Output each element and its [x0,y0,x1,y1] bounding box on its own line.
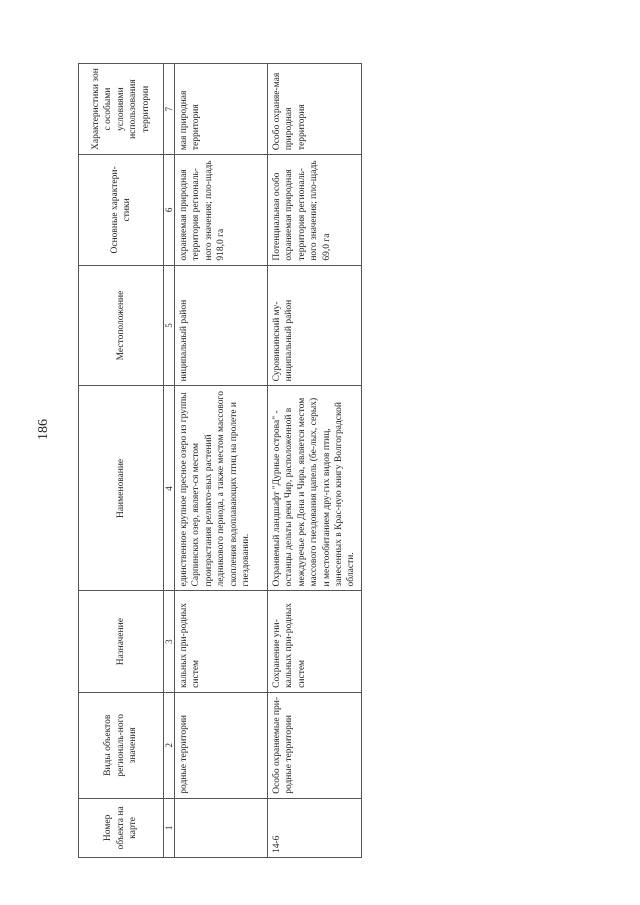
cell-number [175,798,268,857]
column-number: 4 [164,386,175,591]
page-number: 186 [36,419,51,440]
cell-name: единственное крупное пресное озеро из группы Сарпинских озер, являет-ся местом произрастания реликто-вых растений ледникового периода, а также местом массового скопления водоплавающих птиц на пролете и гнездовании. [175,386,268,591]
column-number: 7 [164,64,175,155]
header-purpose: Назначение [79,591,164,692]
header-type: Виды объектов региональ-ного значения [79,692,164,798]
column-number: 3 [164,591,175,692]
header-number: Номер объекта на карте [79,798,164,857]
header-location: Местоположение [79,265,164,386]
table-row [175,64,268,858]
column-number: 1 [164,798,175,857]
cell-zones: Особо охраняе-мая природная территория [268,64,362,155]
cell-zones: мая природная территория [175,64,268,155]
header-characteristics: Основные характери-стики [79,155,164,265]
column-number: 5 [164,265,175,386]
cell-characteristics: Потенциальная особо охраняемая природная территория региональ-ного значения; пло-щадь 69,0 га [268,155,362,265]
cell-type: Особо охраняемые при-родные территории [268,692,362,798]
cell-name: Охраняемый ландшафт "Дурные острова" - останцы дельты реки Чир, расположенной в междуречье рек Дона и Чира, является местом массового гнездования цапель (бе-лых, серых) и местообитанием дру-гих видов птиц, занесенных в Крас-ную книгу Волгоградской области. [268,386,362,591]
column-number: 2 [164,692,175,798]
cell-purpose: кальных при-родных систем [175,591,268,692]
cell-number: 14-6 [268,798,362,857]
cell-location: ниципальный район [175,265,268,386]
column-number-row [164,64,175,858]
cell-type: родные территории [175,692,268,798]
header-zones: Характеристики зон с особыми условиями использования территории [79,64,164,155]
header-name: Наименование [79,386,164,591]
zones-table [78,63,362,858]
rotated-table-container [78,63,357,858]
cell-location: Суровикинский му-ниципальный район [268,265,362,386]
column-number: 6 [164,155,175,265]
header-row [79,64,164,858]
cell-purpose: Сохранение уни-кальных при-родных систем [268,591,362,692]
cell-characteristics: охраняемая природная территория региональ-ного значения; пло-щадь 918,0 га [175,155,268,265]
table-row [268,64,362,858]
